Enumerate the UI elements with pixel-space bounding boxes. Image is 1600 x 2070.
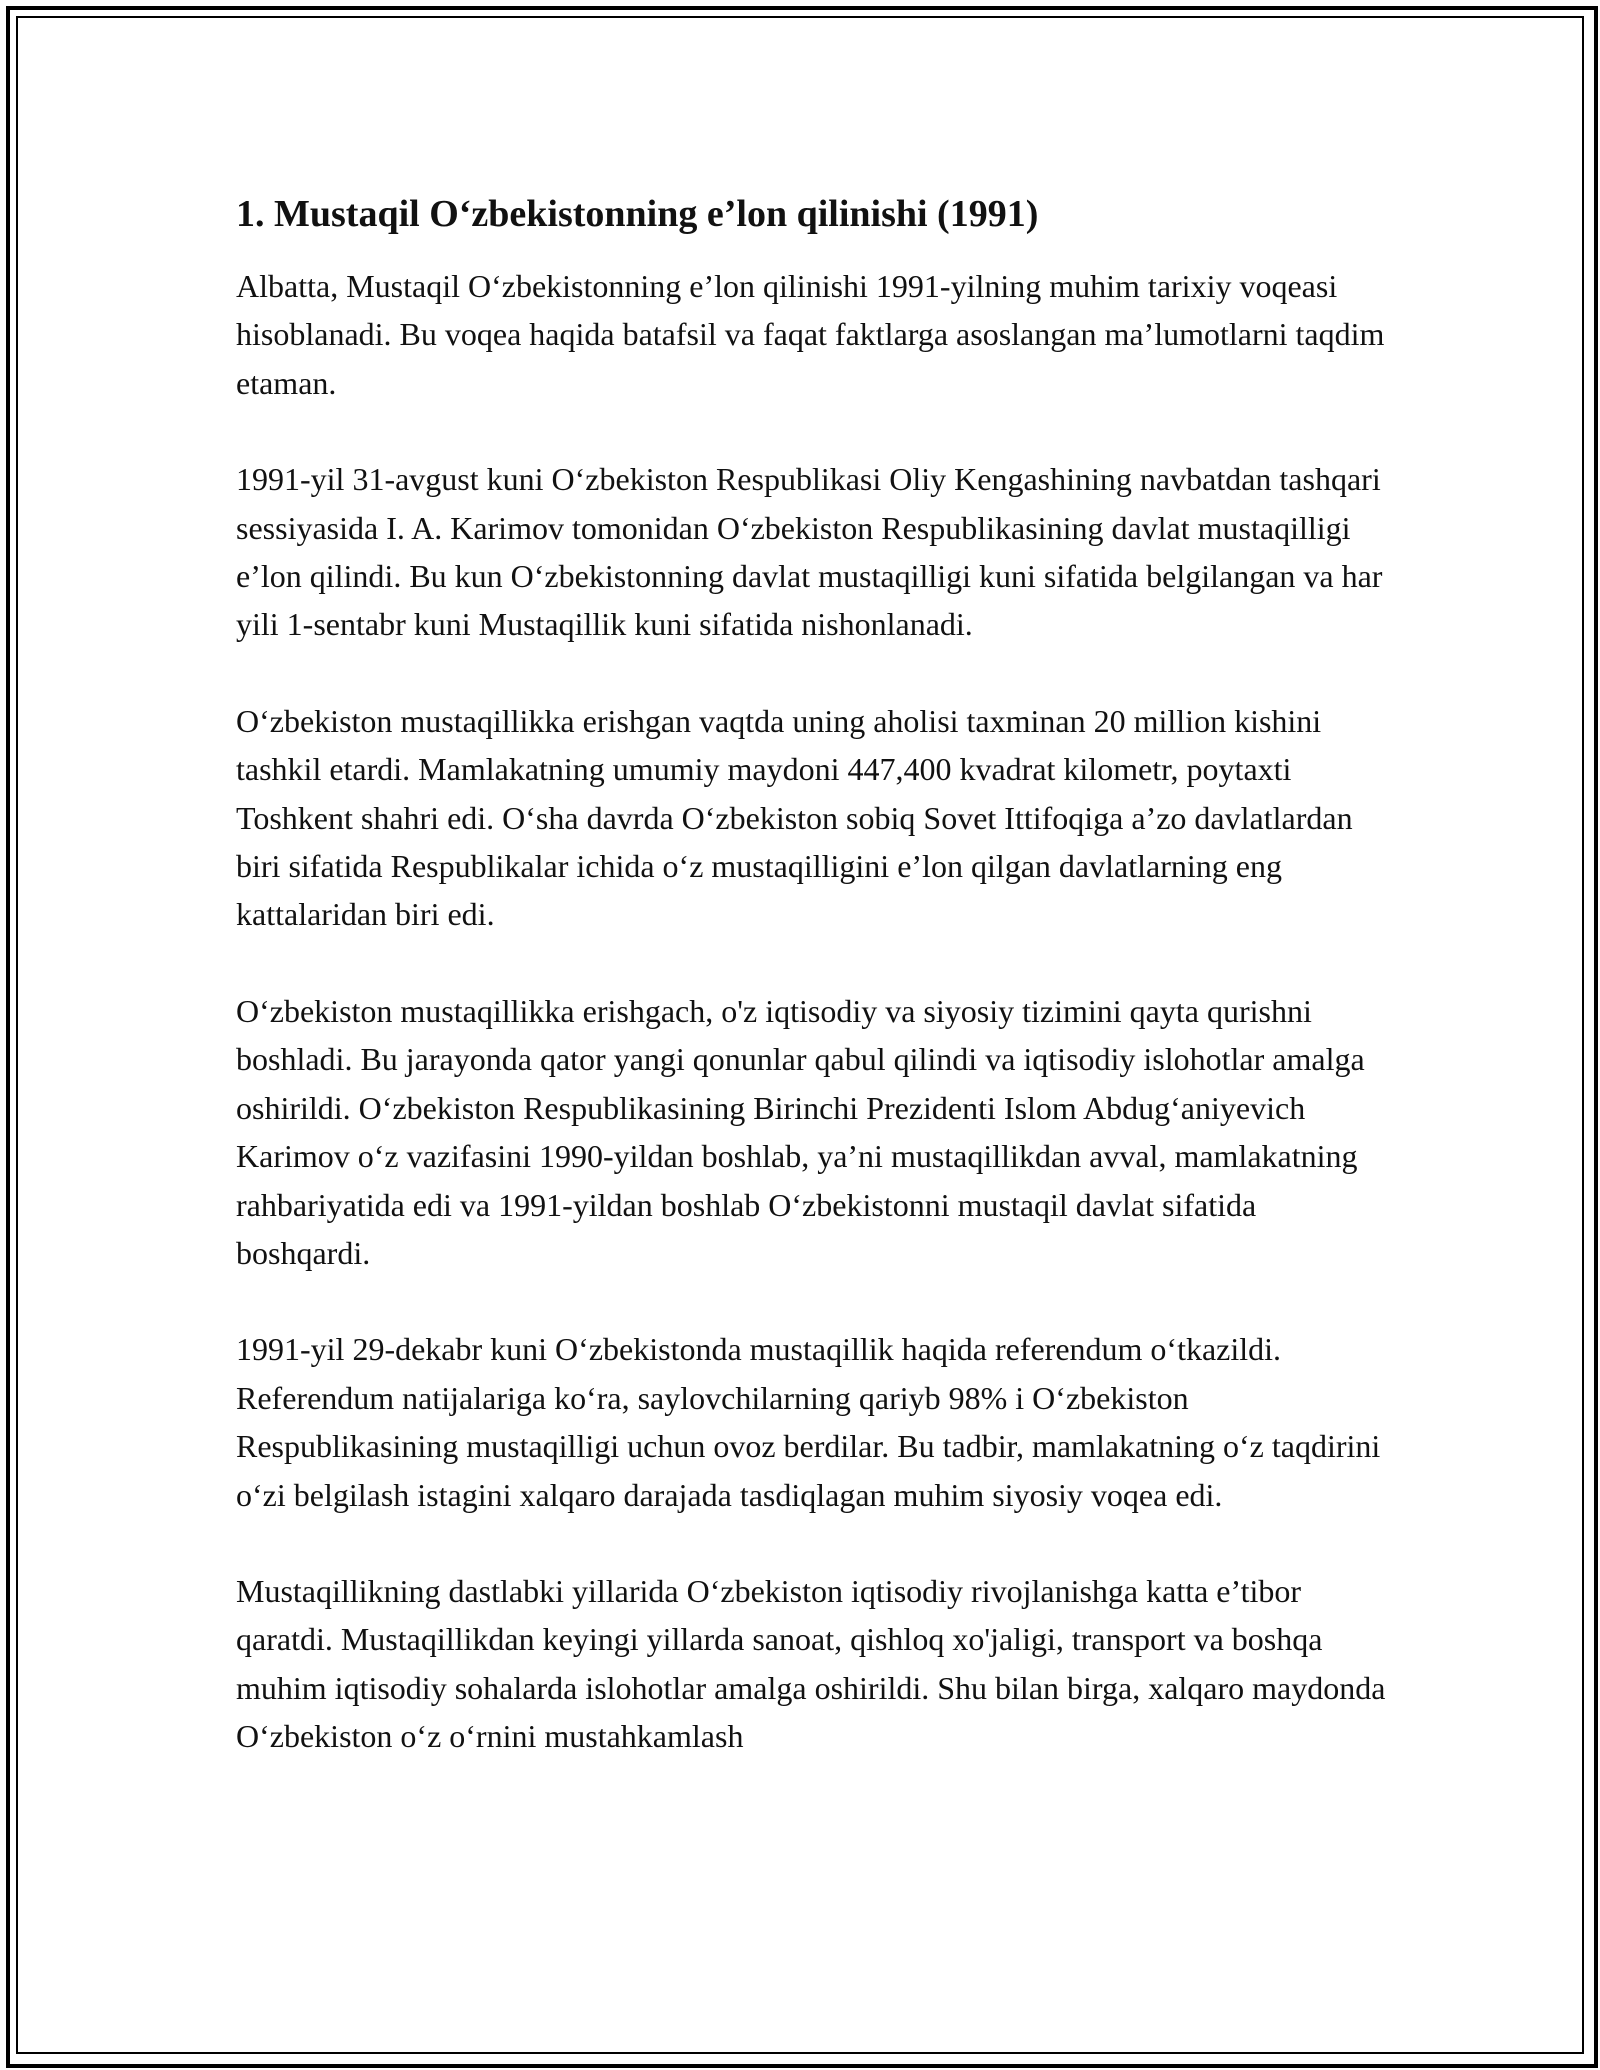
section-heading: 1. Mustaqil O‘zbekistonning e’lon qilinishi (1991) bbox=[236, 193, 1039, 235]
paragraph-early-years: Mustaqillikning dastlabki yillarida O‘zbekiston iqtisodiy rivojlanishga katta e’tibor qaratdi. Mustaqillikdan keyingi yillarda sanoat, qishloq xo'jaligi, transport va boshqa muhim iqtisodiy sohalarda islohotlar amalga oshirildi. Shu bilan birga, xalqaro maydonda O‘zbekiston o‘z o‘rnini mustahkamlash bbox=[236, 1572, 1386, 1755]
paragraph-intro: Albatta, Mustaqil O‘zbekistonning e’lon qilinishi 1991-yilning muhim tarixiy voqeasi hisoblanadi. Bu voqea haqida batafsil va faqat faktlarga asoslangan ma’lumotlarni taqdim etaman. bbox=[236, 268, 1385, 401]
paragraph-declaration: 1991-yil 31-avgust kuni O‘zbekiston Respublikasi Oliy Kengashining navbatdan tashqari sessiyasida I. A. Karimov tomonidan O‘zbekiston Respublikasining davlat mustaqilligi e’lon qilindi. Bu kun O‘zbekistonning davlat mustaqilligi kuni sifatida belgilangan va har yili 1-sentabr kuni Mustaqillik kuni sifatida nishonlanadi. bbox=[236, 461, 1383, 643]
document-body bbox=[236, 186, 1396, 1761]
paragraph-population: O‘zbekiston mustaqillikka erishgan vaqtda uning aholisi taxminan 20 million kishini tashkil etardi. Mamlakatning umumiy maydoni 447,400 kvadrat kilometr, poytaxti Toshkent shahri edi. O‘sha davrda O‘zbekiston sobiq Sovet Ittifoqiga a’zo davlatlardan biri sifatida Respublikalar ichida o‘z mustaqilligini e’lon qilgan davlatlarning eng kattalaridan biri edi. bbox=[236, 702, 1353, 933]
paragraph-referendum: 1991-yil 29-dekabr kuni O‘zbekistonda mustaqillik haqida referendum o‘tkazildi. Referendum natijalariga ko‘ra, saylovchilarning qariyb 98% i O‘zbekiston Respublikasining mustaqilligi uchun ovoz berdilar. Bu tadbir, mamlakatning o‘z taqdirini o‘zi belgilash istagini xalqaro darajada tasdiqlagan muhim siyosiy voqea edi. bbox=[236, 1331, 1381, 1513]
paragraph-reforms: O‘zbekiston mustaqillikka erishgach, o'z iqtisodiy va siyosiy tizimini qayta qurishni boshladi. Bu jarayonda qator yangi qonunlar qabul qilindi va iqtisodiy islohotlar amalga oshirildi. O‘zbekiston Respublikasining Birinchi Prezidenti Islom Abdug‘aniyevich Karimov o‘z vazifasini 1990-yildan boshlab, ya’ni mustaqillikdan avval, mamlakatning rahbariyatida edi va 1991-yildan boshlab O‘zbekistonni mustaqil davlat sifatida boshqardi. bbox=[236, 992, 1365, 1271]
